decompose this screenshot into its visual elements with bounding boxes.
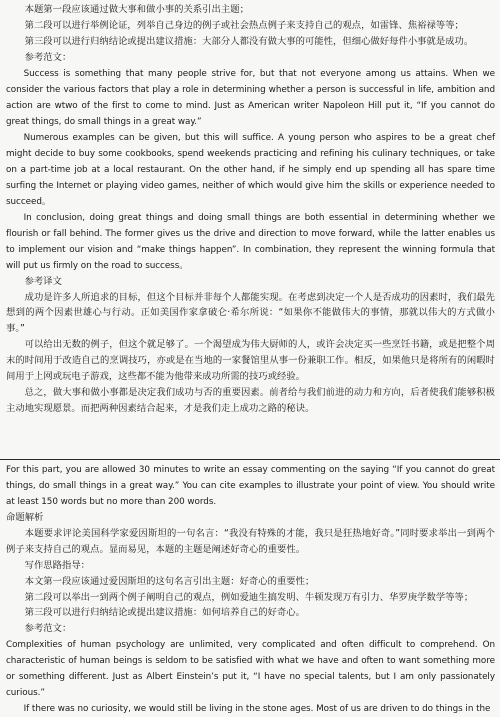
essay-paragraph: Numerous examples can be given, but this will suffice. A young person who aspires to be a great chef might decide to buy some cookbooks, spend weekends practicing and refining his culinary techniques, or take on a part-time job at a local restaurant. On the other hand, if he simply end up spending all has spare time surfing the Internet or playing video games, neither of which would give him the skills or experience needed to succeed。	[6, 132, 495, 207]
analysis-paragraph: 本题要求评论美国科学家爱因斯坦的一句名言：“我没有特殊的才能，我只是狂热地好奇。”同时要求举出一到两个例子来支持自己的观点。显而易见，本题的主题是阐述好奇心的重要性。	[6, 527, 495, 555]
translation-paragraph: 可以给出无数的例子，但这个就足够了。一个渴望成为伟大厨师的人，或许会决定买一些烹饪书籍，或是把整个周末的时间用于改造自己的烹调技巧，亦或是在当地的一家餐馆里从事一份兼职工作。相反，如果他只是将所有的闲暇时间用于上网或玩电子游戏，这些都不能为他带来成功所需的技巧或经验。	[6, 339, 495, 383]
outline-paragraph-1: 本题第一段应该通过做大事和做小事的关系引出主题；	[24, 4, 249, 15]
translation-label: 参考译文	[24, 275, 62, 287]
essay-paragraph: If there was no curiosity, we would still be living in the stone ages. Most of us are driven to do things in the	[23, 704, 491, 715]
writing-prompt: For this part, you are allowed 30 minutes to write an essay commenting on the saying “If you cannot do great things, do small things in a great way.” You can cite examples to illustrate your point of view. You should write at least 150 words but no more than 200 words.	[6, 465, 495, 507]
outline-paragraph-3: 第三段可以进行归纳结论或提出建议措施：如何培养自己的好奇心。	[24, 607, 306, 619]
reference-essay-label: 参考范文：	[24, 623, 72, 635]
outline-paragraph-3: 第三段可以进行归纳结论或提出建议措施：大部分人都没有做大事的可能性，但细心做好每件小事就是成功。	[24, 35, 474, 47]
outline-paragraph-2: 第二段可以进行举例论证，列举自己身边的例子或社会热点例子来支持自己的观点，如雷锋、焦裕禄等等；	[24, 19, 464, 31]
essay-paragraph: Complexities of human psychology are unlimited, very complicated and often difficult to comprehend. On characteristic of human beings is seldom to be satisfied with what we have and often to want something more or something different. Just as Albert Einstein’s put it, “I have no special talents, but I am only passionately curious.”	[6, 640, 495, 699]
analysis-label: 命题解析	[6, 512, 44, 523]
outline-paragraph-1: 本文第一段应该通过爱因斯坦的这句名言引出主题：好奇心的重要性；	[24, 575, 315, 587]
section-essay-curiosity	[0, 459, 500, 715]
outline-label: 写作思路指导：	[24, 559, 91, 571]
translation-paragraph: 总之，做大事和做小事都是决定我们成功与否的重要因素。前者给与我们前进的动力和方向，后者使我们能够积极主动地实现愿景。而把两种因素结合起来，才是我们走上成功之路的秘诀。	[6, 386, 495, 414]
essay-paragraph: In conclusion, doing great things and doing small things are both essential in determining whether we flourish or fall behind. The former gives us the drive and direction to move forward, while the latter enables us to implement our vision and “make things happen”. In combination, they represent the winning formula that will put us firmly on the road to success。	[6, 212, 495, 271]
outline-paragraph-2: 第二段可以举出一到两个例子阐明自己的观点，例如爱迪生搞发明、牛顿发现万有引力、华罗庚学数学等等；	[24, 591, 474, 603]
reference-essay-label: 参考范文：	[24, 51, 72, 63]
essay-paragraph: Success is something that many people strive for, but that not everyone among us attains. When we consider the various factors that play a role in determining whether a person is successful in life, ambition and action are wtwo of the first to come to mind. Just as American writer Napoleon Hill put it, “If you cannot do great things, do small things in a great way.”	[6, 68, 495, 127]
translation-paragraph: 成功是许多人所追求的目标，但这个目标并非每个人都能实现。在考虑到决定一个人是否成功的因素时，我们最先想到的两个因素世雄心与行动。正如美国作家拿破仑·希尔所说：“如果你不能做伟大的事情，那就以伟大的方式做小事。”	[6, 291, 495, 335]
